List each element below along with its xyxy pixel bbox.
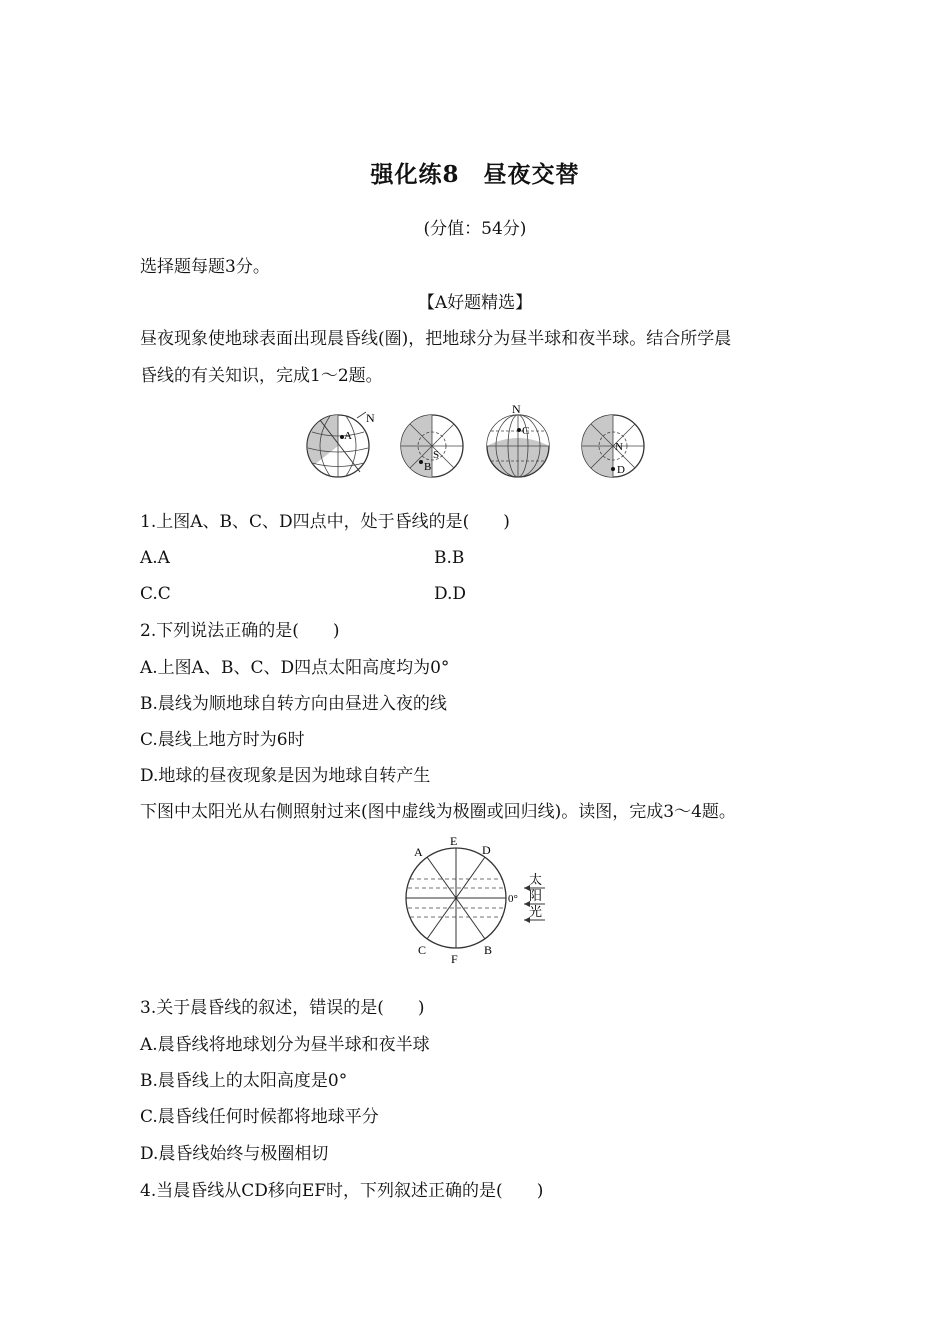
globe2-label-s: S [433,449,440,461]
q4-stem: 4.当晨昏线从CD移向EF时，下列叙述正确的是( ) [140,1181,544,1201]
q3-option-b: B.晨昏线上的太阳高度是0° [140,1071,348,1091]
fig2-label-e: E [450,834,458,848]
q1-option-a: A.A [140,548,170,568]
figure2-terminator-diagram [400,832,560,970]
q3-option-a: A.晨昏线将地球划分为昼半球和夜半球 [140,1035,430,1055]
globe-3 [487,402,549,477]
fig2-sun-char3: 光 [529,904,543,919]
q1-stem: 1.上图A、B、C、D四点中，处于昏线的是( ) [140,512,510,532]
globe1-label-n: N [366,411,375,425]
instruction: 选择题每题3分。 [140,257,270,277]
q1-option-c: C.C [140,584,171,604]
fig2-sun-char1: 太 [529,872,543,887]
q2-option-a: A.上图A、B、C、D四点太阳高度均为0° [140,658,450,678]
globe-1 [307,411,375,477]
q1-option-d: D.D [434,584,467,604]
section-heading: 【A好题精选】 [417,293,533,313]
globe-2 [401,415,463,477]
globe4-label-d: D [617,464,625,476]
fig2-label-a: A [414,845,423,859]
q2-stem: 2.下列说法正确的是( ) [140,621,340,641]
fig2-label-c: C [418,943,427,957]
intro2: 下图中太阳光从右侧照射过来(图中虚线为极圈或回归线)。读图，完成3～4题。 [140,802,736,822]
q2-option-b: B.晨线为顺地球自转方向由昼进入夜的线 [140,694,447,714]
page-title: 强化练8 昼夜交替 [370,161,580,188]
score-note: (分值：54分) [423,219,527,239]
fig2-label-equator: 0° [508,893,518,905]
q3-option-c: C.晨昏线任何时候都将地球平分 [140,1107,379,1127]
fig2-label-b: B [484,943,493,957]
intro1-line1: 昼夜现象使地球表面出现晨昏线(圈)，把地球分为昼半球和夜半球。结合所学晨 [140,329,732,349]
intro1-line2: 昏线的有关知识，完成1～2题。 [140,366,383,386]
q1-option-b: B.B [434,548,465,568]
globe2-label-b: B [424,461,432,473]
figure1-globes [300,400,660,488]
globe-4 [582,415,644,477]
q3-option-d: D.晨昏线始终与极圈相切 [140,1144,329,1164]
fig2-sun-char2: 阳 [529,888,543,903]
q2-option-c: C.晨线上地方时为6时 [140,730,305,750]
globe4-label-n: N [615,441,623,453]
globe3-label-c: C [522,425,530,437]
q2-option-d: D.地球的昼夜现象是因为地球自转产生 [140,766,431,786]
fig2-label-d: D [482,843,491,857]
globe1-label-a: A [344,430,352,442]
fig2-label-f: F [451,952,458,966]
globe3-label-n: N [512,402,521,416]
q3-stem: 3.关于晨昏线的叙述，错误的是( ) [140,998,425,1018]
